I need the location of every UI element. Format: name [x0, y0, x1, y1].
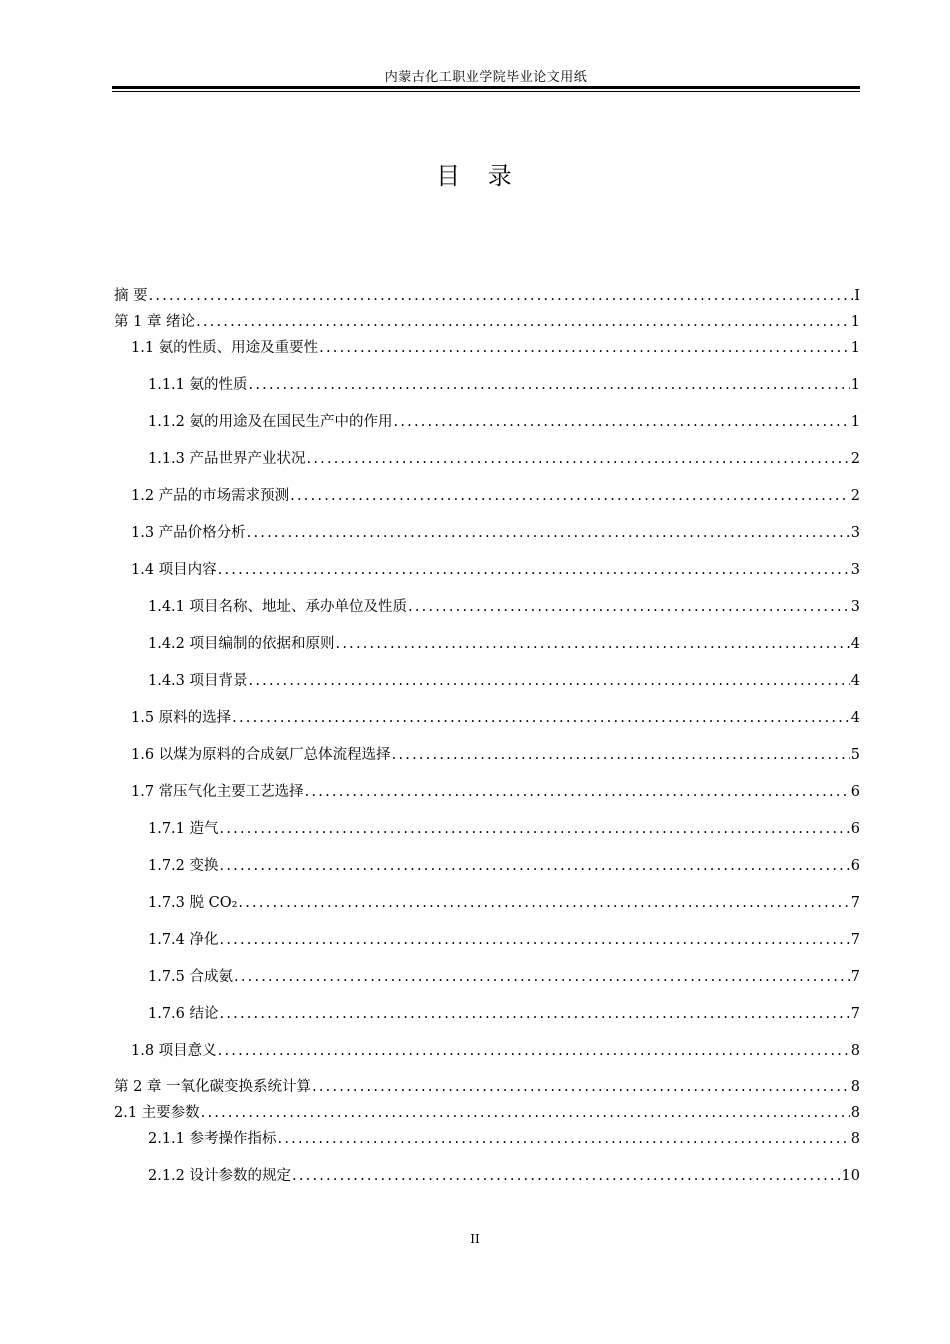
- toc-entry-page: 3: [850, 599, 860, 615]
- toc-leader-dots: [218, 562, 850, 578]
- toc-entry[interactable]: [131, 1039, 860, 1061]
- toc-entry-page: 4: [850, 710, 860, 726]
- toc-entry[interactable]: [114, 1101, 860, 1123]
- toc-entry-page: 2: [850, 488, 860, 504]
- toc-entry[interactable]: [148, 410, 860, 432]
- toc-entry-label: 1.7.6 结论: [148, 1006, 219, 1022]
- toc-entry-label: 1.7.5 合成氨: [148, 969, 234, 985]
- toc-entry-page: 1: [850, 314, 860, 330]
- toc-leader-dots: [305, 784, 850, 800]
- toc-leader-dots: [292, 1168, 841, 1184]
- toc-entry-page: 7: [850, 895, 860, 911]
- toc-entry-page: 1: [850, 414, 860, 430]
- toc-entry-page: 7: [850, 969, 860, 985]
- toc-entry[interactable]: [148, 669, 860, 691]
- toc-entry-page: 1: [850, 377, 860, 393]
- toc-leader-dots: [408, 599, 850, 615]
- toc-leader-dots: [149, 288, 854, 304]
- toc-entry-page: 6: [850, 821, 860, 837]
- toc-leader-dots: [232, 710, 850, 726]
- toc-leader-dots: [196, 314, 850, 330]
- toc-entry-page: 2: [850, 451, 860, 467]
- toc-entry[interactable]: [114, 310, 860, 332]
- toc-entry-page: 4: [850, 673, 860, 689]
- toc-entry-page: 7: [850, 932, 860, 948]
- toc-entry-label: 1.7.4 净化: [148, 932, 219, 948]
- toc-entry[interactable]: [131, 706, 860, 728]
- toc-entry[interactable]: [131, 336, 860, 358]
- toc-entry-page: 8: [850, 1043, 860, 1059]
- toc-entry-page: 8: [850, 1131, 860, 1147]
- toc-entry[interactable]: [114, 1075, 860, 1097]
- toc-leader-dots: [392, 747, 850, 763]
- toc-entry-page: 8: [850, 1079, 860, 1095]
- toc-entry-label: 第 1 章 绪论: [114, 314, 196, 330]
- toc-entry-label: 1.7.1 造气: [148, 821, 219, 837]
- toc-leader-dots: [218, 1043, 850, 1059]
- toc-entry[interactable]: [148, 1127, 860, 1149]
- toc-leader-dots: [290, 488, 850, 504]
- toc-leader-dots: [220, 1006, 850, 1022]
- toc-entry[interactable]: [148, 595, 860, 617]
- toc-entry[interactable]: [148, 891, 860, 913]
- toc-entry-label: 第 2 章 一氧化碳变换系统计算: [114, 1079, 312, 1095]
- toc-entry[interactable]: [148, 447, 860, 469]
- toc-entry[interactable]: [131, 484, 860, 506]
- toc-leader-dots: [220, 821, 850, 837]
- toc-entry[interactable]: [131, 558, 860, 580]
- toc-entry-label: 1.4 项目内容: [131, 562, 217, 578]
- toc-entry[interactable]: [148, 928, 860, 950]
- toc-entry-page: 7: [850, 1006, 860, 1022]
- toc-entry-label: 1.8 项目意义: [131, 1043, 217, 1059]
- header-title: 内蒙古化工职业学院毕业论文用纸: [384, 70, 588, 85]
- toc-entry[interactable]: [148, 817, 860, 839]
- toc-entry-page: 5: [850, 747, 860, 763]
- toc-leader-dots: [394, 414, 850, 430]
- toc-entry-label: 1.3 产品价格分析: [131, 525, 246, 541]
- toc-entry-page: 10: [841, 1168, 860, 1184]
- toc-entry-label: 1.1 氨的性质、用途及重要性: [131, 340, 319, 356]
- toc-leader-dots: [249, 377, 850, 393]
- toc-entry-label: 摘 要: [114, 288, 148, 304]
- toc-entry[interactable]: [148, 632, 860, 654]
- toc-entry[interactable]: [148, 854, 860, 876]
- toc-entry-page: 4: [850, 636, 860, 652]
- toc-entry-page: 8: [850, 1105, 860, 1121]
- toc-entry[interactable]: [131, 743, 860, 765]
- toc-entry-label: 1.4.1 项目名称、地址、承办单位及性质: [148, 599, 408, 615]
- page-title: 目 录: [436, 162, 514, 190]
- toc-entry-label: 1.4.2 项目编制的依据和原则: [148, 636, 335, 652]
- toc-entry-label: 2.1 主要参数: [114, 1105, 200, 1121]
- toc-entry-label: 1.7.2 变换: [148, 858, 219, 874]
- toc-entry[interactable]: [131, 521, 860, 543]
- toc-entry[interactable]: [148, 1002, 860, 1024]
- toc-entry-page: 6: [850, 784, 860, 800]
- toc-entry-label: 1.6 以煤为原料的合成氨厂总体流程选择: [131, 747, 391, 763]
- toc-entry-label: 1.1.3 产品世界产业状况: [148, 451, 306, 467]
- toc-leader-dots: [220, 932, 850, 948]
- toc-leader-dots: [336, 636, 850, 652]
- toc-entry[interactable]: [148, 1164, 860, 1186]
- toc-entry-label: 1.4.3 项目背景: [148, 673, 248, 689]
- toc-leader-dots: [307, 451, 850, 467]
- toc-entry-label: 1.1.1 氨的性质: [148, 377, 248, 393]
- toc-leader-dots: [249, 673, 850, 689]
- toc-entry-label: 2.1.1 参考操作指标: [148, 1131, 277, 1147]
- toc-leader-dots: [278, 1131, 850, 1147]
- page-number: II: [470, 1232, 480, 1246]
- toc-entry[interactable]: [148, 965, 860, 987]
- toc-entry-label: 1.5 原料的选择: [131, 710, 232, 726]
- toc-leader-dots: [319, 340, 850, 356]
- toc-leader-dots: [247, 525, 850, 541]
- toc-entry-page: 1: [850, 340, 860, 356]
- toc-entry[interactable]: [131, 780, 860, 802]
- toc-leader-dots: [220, 858, 850, 874]
- toc-leader-dots: [234, 969, 850, 985]
- toc-entry-page: 3: [850, 562, 860, 578]
- toc-entry[interactable]: [114, 284, 860, 306]
- toc-entry-label: 1.7.3 脱 CO₂: [148, 895, 238, 911]
- toc-leader-dots: [238, 895, 849, 911]
- toc-entry-page: 3: [850, 525, 860, 541]
- toc-leader-dots: [201, 1105, 850, 1121]
- toc-entry-page: I: [854, 288, 860, 304]
- toc-entry[interactable]: [148, 373, 860, 395]
- toc-entry-label: 2.1.2 设计参数的规定: [148, 1168, 292, 1184]
- toc-entry-label: 1.1.2 氨的用途及在国民生产中的作用: [148, 414, 393, 430]
- toc-leader-dots: [312, 1079, 850, 1095]
- toc-entry-label: 1.2 产品的市场需求预测: [131, 488, 290, 504]
- toc-entry-label: 1.7 常压气化主要工艺选择: [131, 784, 304, 800]
- toc-entry-page: 6: [850, 858, 860, 874]
